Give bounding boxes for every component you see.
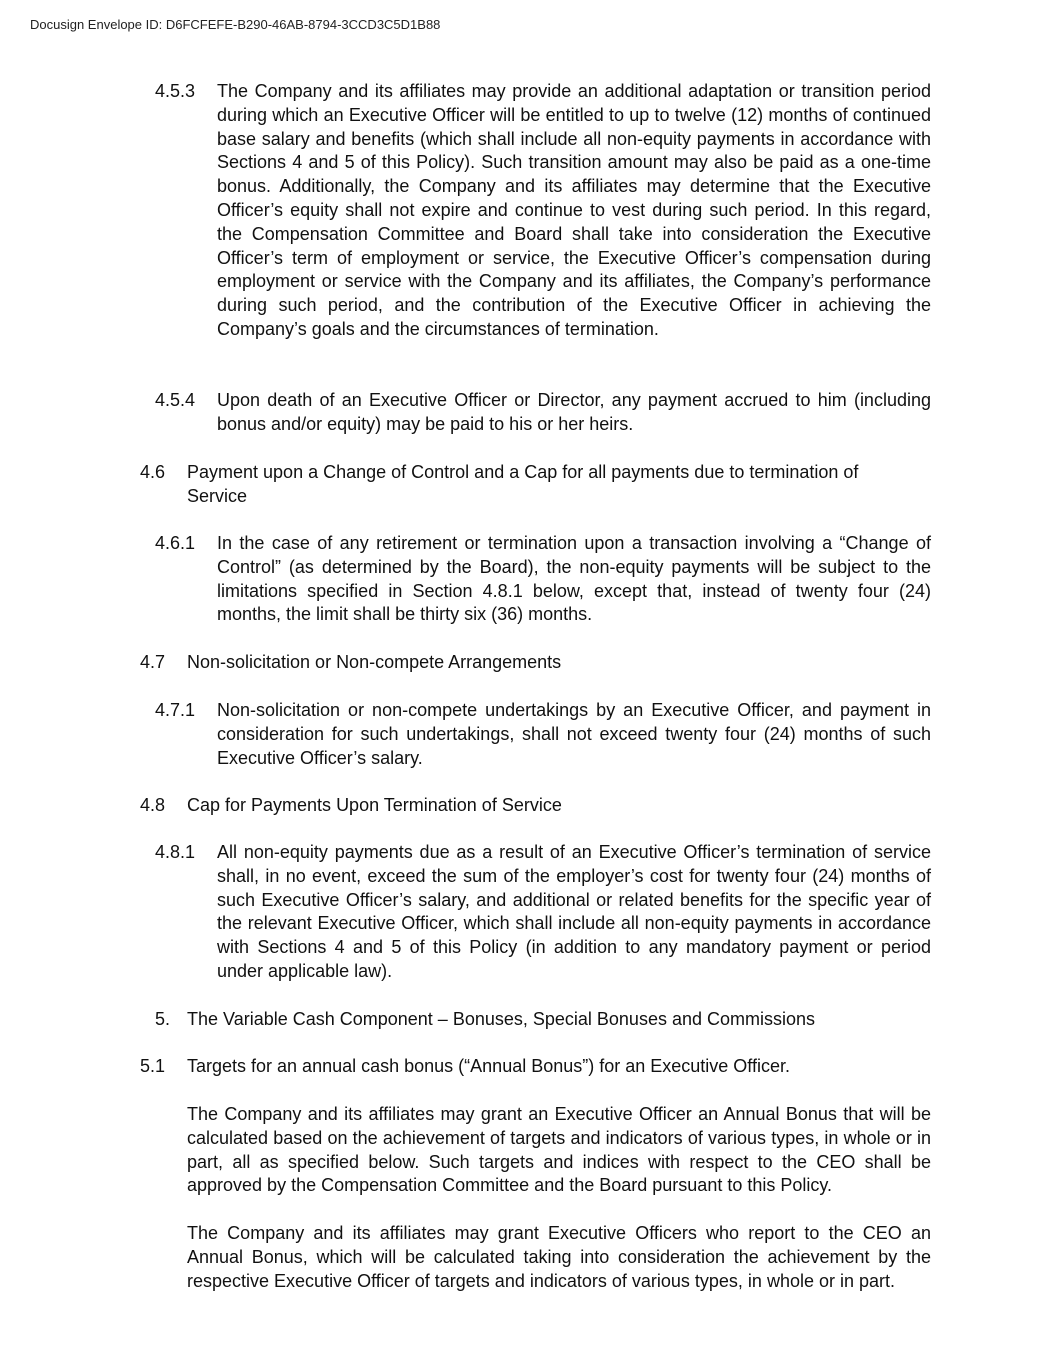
section-text-4-6-1: In the case of any retirement or termination upon a transaction involving a “Change of Control” (as determined by the Board), the non-equity payments will be subject to the limitations specified in Section 4.8.1 below, except that, instead of twenty four (24) months, the limit shall be thirty six (36) months. (217, 533, 931, 625)
section-number-4-5-3: 4.5.3 (155, 81, 196, 101)
section-number-4-5-4: 4.5.4 (155, 390, 196, 410)
body-paragraph: The Company and its affiliates may grant an Executive Officer an Annual Bonus that will be calculated based on the achievement of targets and indicators of various types, in whole or in part, all as specified below. Such targets and indices with respect to the CEO shall be approved by the Compensation Committee and the Board pursuant to this Policy. (187, 1104, 931, 1196)
section-number-4-8-1: 4.8.1 (155, 842, 196, 862)
section-text-4-7-1: Non-solicitation or non-compete undertakings by an Executive Officer, and payment in consideration for such undertakings, shall not exceed twenty four (24) months of such Executive Officer’s salary. (217, 700, 931, 768)
section-heading-5-1: Targets for an annual cash bonus (“Annual Bonus”) for an Executive Officer. (187, 1056, 790, 1076)
section-heading-4-7: Non-solicitation or Non-compete Arrangements (187, 652, 562, 672)
section-number-5-1: 5.1 (140, 1056, 166, 1076)
section-heading-5: The Variable Cash Component – Bonuses, Special Bonuses and Commissions (187, 1009, 816, 1029)
section-heading-4-8: Cap for Payments Upon Termination of Service (187, 795, 562, 815)
section-text-4-5-3: The Company and its affiliates may provide an additional adaptation or transition period during which an Executive Officer will be entitled to up to twelve (12) months of continued base salary and benefits (which shall include all non-equity payments in accordance with Sections 4 and 5 of this Policy). Such transition amount may also be paid as a one-time bonus. Additionally, the Company and its affiliates may determine that the Executive Officer’s equity shall not expire and continue to vest during such period. In this regard, the Compensation Committee and Board shall take into consideration the Executive Officer’s term of employment or service, the Executive Officer’s compensation during employment or service with the Company and its affiliates, the Company’s performance during such period, and the contribution of the Executive Officer in achieving the Company’s goals and the circumstances of termination. (217, 81, 931, 339)
body-paragraph: The Company and its affiliates may grant Executive Officers who report to the CEO an Annual Bonus, which will be calculated taking into consideration the achievement by the respective Executive Officer of targets and indicators of various types, in whole or in part. (187, 1223, 931, 1291)
section-number-4-6-1: 4.6.1 (155, 533, 196, 553)
section-text-4-8-1: All non-equity payments due as a result of an Executive Officer’s termination of service shall, in no event, exceed the sum of the employer’s cost for twenty four (24) months of such Executive Officer’s salary, and additional or related benefits for the specific year of the relevant Executive Officer, which shall include all non-equity payments in accordance with Sections 4 and 5 of this Policy (in addition to any mandatory payment or period under applicable law). (217, 842, 931, 981)
section-text-4-5-4: Upon death of an Executive Officer or Director, any payment accrued to him (including bonus and/or equity) may be paid to his or her heirs. (217, 390, 931, 434)
section-number-4-7: 4.7 (140, 652, 166, 672)
envelope-id: Docusign Envelope ID: D6FCFEFE-B290-46AB-8794-3CCD3C5D1B88 (30, 17, 441, 32)
section-number-5: 5. (155, 1009, 171, 1029)
section-number-4-7-1: 4.7.1 (155, 700, 196, 720)
section-number-4-8: 4.8 (140, 795, 166, 815)
section-number-4-6: 4.6 (140, 462, 166, 482)
section-heading-4-6: Payment upon a Change of Control and a Cap for all payments due to termination of Service (187, 462, 859, 506)
